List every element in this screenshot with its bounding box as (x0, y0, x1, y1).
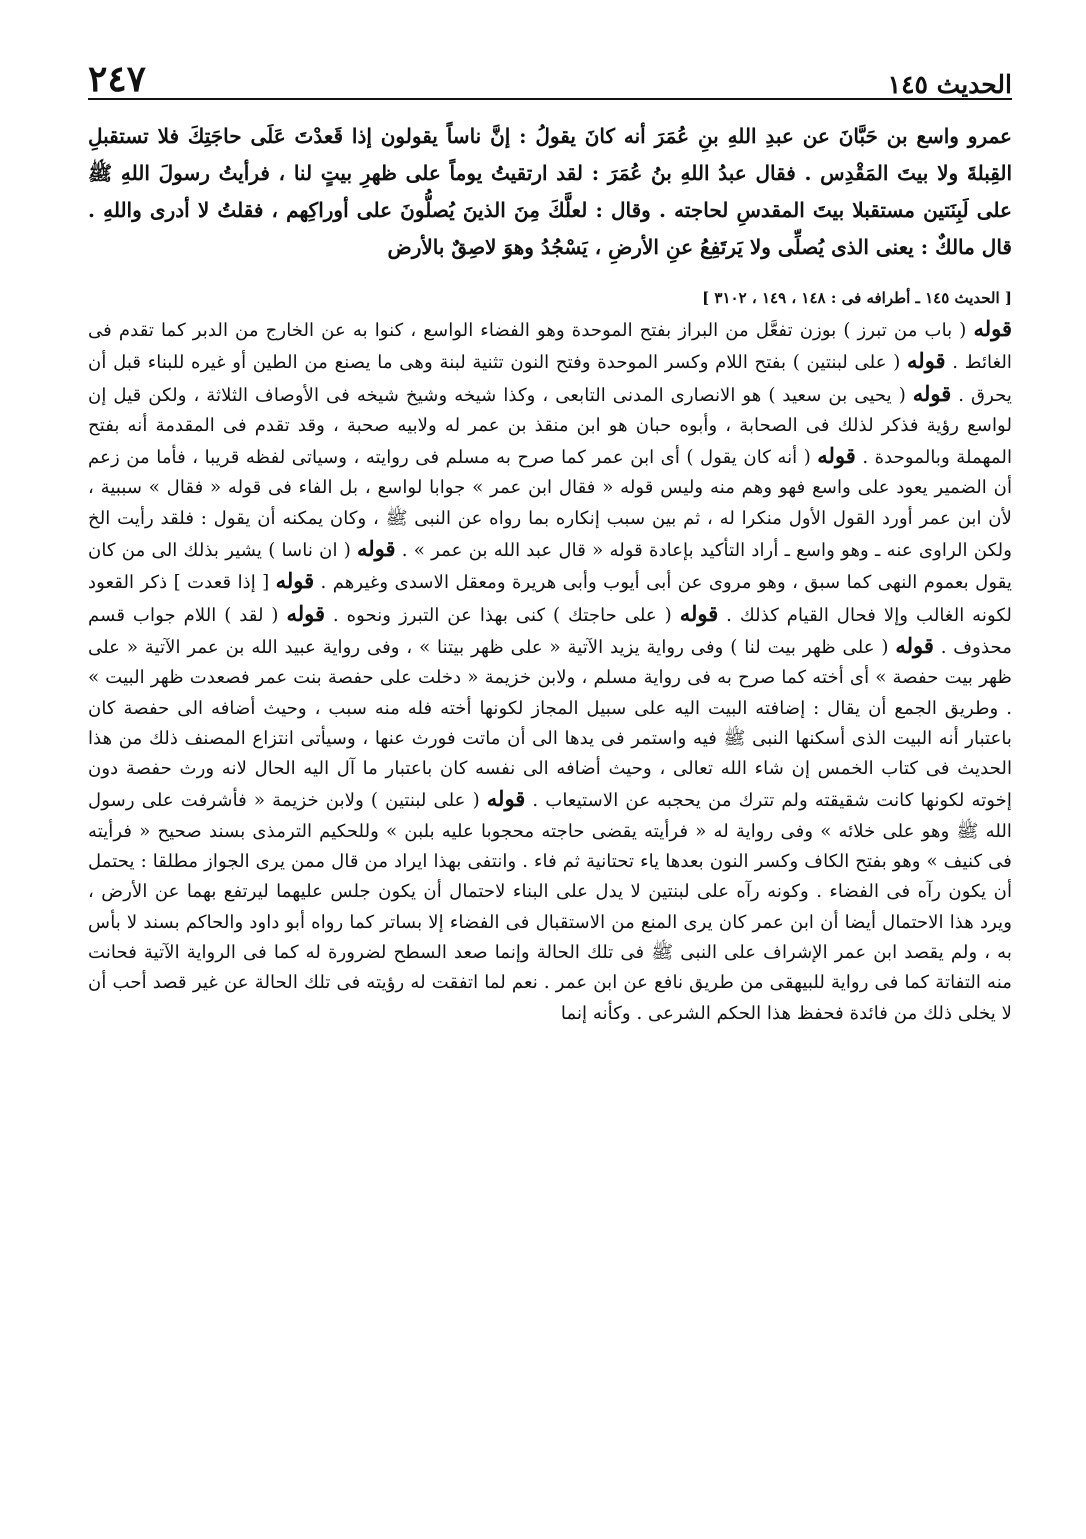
commentary-entry (88, 786, 1012, 1024)
qawluh-marker: قوله (286, 600, 325, 626)
commentary (88, 314, 1012, 1029)
page-number: ٢٤٧ (88, 58, 147, 100)
qawluh-marker: قوله (817, 443, 856, 469)
commentary-text: ( على لبنتين ) ولابن خزيمة « فأشرفت على رسول الله ﷺ وهو على خلائه » وفى رواية له « فرأيته يقضى حاجته محجوبا عليه بلبن » وللحكيم الترمذى بسند صحيح « فرأيته فى كنيف » وهو بفتح الكاف وكسر النون بعدها ياء تحتانية ثم فاء . وانتفى بهذا ايراد من قال ممن يرى الجواز مطلقا : يحتمل أن يكون رآه فى الفضاء . وكونه رآه على لبنتين لا يدل على البناء لاحتمال أن يكون جلس عليهما ليرتفع بهما عن الأرض ، ويرد هذا الاحتمال أيضا أن ابن عمر كان يرى المنع من الاستقبال فى الفضاء إلا بساتر كما رواه أبو داود والحاكم بسند لا بأس به ، ولم يقصد ابن عمر الإشراف على النبى ﷺ فى تلك الحالة وإنما صعد السطح لضرورة له كما فى الرواية الآتية فحانت منه التفاتة كما فى رواية للبيهقى من طريق نافع عن ابن عمر . نعم لما اتفقت له رؤيته فى تلك الحالة عن غير قصد أحب أن لا يخلى ذلك من فائدة فحفظ هذا الحكم الشرعى . وكأنه إنما (88, 790, 1012, 1024)
qawluh-marker: قوله (895, 632, 934, 658)
commentary-text: ( ان ناسا ) يشير بذلك الى من كان يقول بعموم النهى كما سبق ، وهو مروى عن أبى أيوب وأبى هريرة ومعقل الاسدى وغيرهم . (88, 540, 1012, 594)
commentary-text: ( على حاجتك ) كنى بهذا عن التبرز ونحوه . (332, 604, 672, 626)
qawluh-marker: قوله (357, 536, 396, 562)
running-header (88, 52, 1012, 100)
commentary-text: ( يحيى بن سعيد ) هو الانصارى المدنى التابعى ، وكذا شيخه وشيخ شيخه فى الأوصاف الثلاثة ، ولكن قيل إن لواسع رؤية فذكر لذلك فى الصحابة ، وأبوه حبان هو ابن منقذ بن عمر له ولابيه صحبة ، وقد تقدم فى المقدمة أنه بفتح المهملة وبالموحدة . (88, 384, 1012, 469)
commentary-text: [ إذا قعدت ] ذكر القعود لكونه الغالب وإلا فحال القيام كذلك . (88, 572, 1012, 626)
qawluh-marker: قوله (907, 348, 946, 374)
qawluh-marker: قوله (486, 786, 526, 812)
commentary-text: ( على لبنتين ) بفتح اللام وكسر الموحدة وفتح النون تثنية لبنة وهى ما يصنع من الطين أو غيره للبناء قبل أن يحرق . (88, 352, 1012, 406)
commentary-text: ( باب من تبرز ) بوزن تفعَّل من البراز بفتح الموحدة وهو الفضاء الواسع ، كنوا به عن الخارج من الدبر كما تقدم فى الغائط . (88, 320, 1012, 374)
qawluh-marker: قوله (912, 380, 952, 406)
hadith-text: عمرو واسع بن حَبَّانَ عن عبدِ اللهِ بنِ عُمَرَ أنه كانَ يقولُ : إنَّ ناساً يقولون إذا قَعدْتَ عَلَى حاجَتِكَ فلا تستقبلِ القِبلةَ ولا بيتَ المَقْدِس . فقال عبدُ اللهِ بنُ عُمَرَ : لقد ارتقيتُ يوماً على ظهرِ بيتٍ لنا ، فرأيتُ رسولَ اللهِ ﷺ على لَبِنَتين مستقبلا بيتَ المقدسِ لحاجته . وقال : لعلَّكَ مِنَ الذينَ يُصلُّونَ على أوراكِهم ، فقلتُ لا أدرى واللهِ . قال مالكٌ : يعنى الذى يُصلِّى ولا يَرتَفِعُ عنِ الأرضِ ، يَسْجُدُ وهوَ لاصِقٌ بالأرض (88, 124, 1012, 259)
commentary-entry (88, 632, 1012, 812)
qawluh-marker: قوله (679, 600, 719, 626)
commentary-text: ( لقد ) اللام جواب قسم محذوف . (88, 604, 1012, 658)
page (88, 52, 1012, 1029)
commentary-entry (332, 600, 719, 626)
commentary-text: ( على ظهر بيت لنا ) وفى رواية يزيد الآتية « على ظهر بيتنا » ، وفى رواية عبيد الله بن عمر الآتية « على ظهر بيت حفصة » أى أخته كما صرح به فى رواية مسلم ، ولابن خزيمة « دخلت على حفصة بنت عمر فصعدت ظهر البيت » . وطريق الجمع أن يقال : إضافته البيت اليه على سبيل المجاز لكونها أخته فله منه سبب ، وحيث أضافه الى حفصة كان باعتبار أنه البيت الذى أسكنها النبى ﷺ فيه واستمر فى يدها الى أن ماتت فورث عنها ، وسيأتى انتزاع المصنف ذلك من هذا الحديث فى كتاب الخمس إن شاء الله تعالى ، وحيث أضافه الى نفسه كان باعتبار ما آل اليه الحال لانه ورث حفصة دون إخوته لكونها كانت شقيقته ولم تترك من يحجبه عن الاستيعاب . (88, 636, 1012, 812)
header-title: الحديث ١٤٥ (887, 70, 1012, 99)
commentary-text: ( أنه كان يقول ) أى ابن عمر كما صرح به مسلم فى روايته ، وسياتى لفظه قريبا ، فأما من زعم أن الضمير يعود على واسع فهو وهم منه وليس قوله « فقال ابن عمر » جوابا لواسع ، بل الفاء فى قوله « فقال » سببية ، لأن ابن عمر أورد القول الأول منكرا له ، ثم بين سبب إنكاره بما رواه عن النبى ﷺ ، وكان يمكنه أن يقول : فلقد رأيت الخ ولكن الراوى عنه ـ وهو واسع ـ أراد التأكيد بإعادة قوله « قال عبد الله بن عمر » . (88, 447, 1012, 562)
hadith-cross-references: [ الحديث ١٤٥ ـ أطرافه فى : ١٤٨ ، ١٤٩ ، ٣١٠٢ ] (702, 289, 1012, 307)
qawluh-marker: قوله (275, 568, 315, 594)
qawluh-marker: قوله (973, 316, 1012, 341)
